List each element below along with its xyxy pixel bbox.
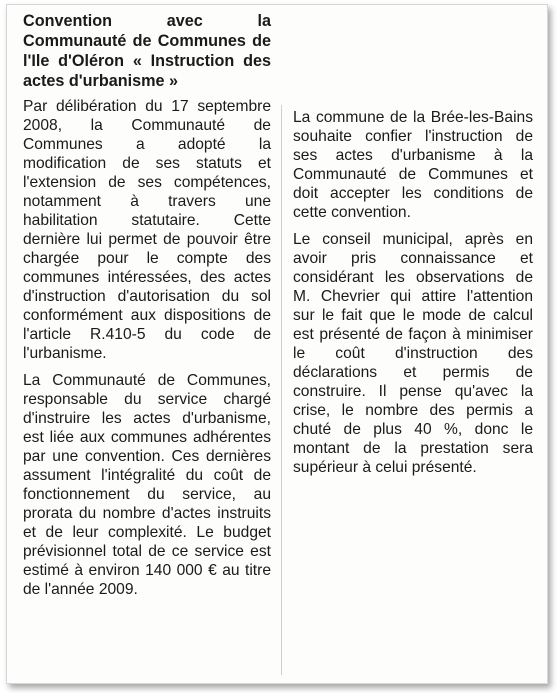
paragraph-service: La Communauté de Communes, responsable du service chargé d'instruire les actes d'urbanisme, est liée aux communes adhérentes par une convention. Ces dernières assument l'intégralité du coût de fonctionnement du service, au prorata du nombre d'actes instruits et de leur complexité. Le budget prévisionnel total de ce service est estimé à environ 140 000 € au titre de l'année 2009. bbox=[23, 372, 271, 598]
paragraph-conseil: Le conseil municipal, après en avoir pris connaissance et considérant les observations de M. Chevrier qui attire l'attention sur le fait que le mode de calcul est présenté de façon à minimiser le coût d'instruction des déclarations et permis de construire. Il pense qu'avec la crise, le nombre des permis a chuté de plus 40 %, donc le montant de la prestation sera supérieur à celui présenté. bbox=[293, 231, 533, 476]
left-column bbox=[23, 11, 271, 599]
paragraph-deliberation: Par délibération du 17 septembre 2008, la Communauté de Communes a adopté la modification de ses statuts et l'extension de ses compétences, notamment à travers une habilitation statutaire. Cette dernière lui permet de pouvoir être chargée pour le compte des communes intéressées, des actes d'instruction d'autorisation du sol conformément aux dispositions de l'article R.410-5 du code de l'urbanisme. bbox=[23, 98, 271, 362]
column-divider bbox=[281, 105, 282, 675]
right-column bbox=[293, 108, 533, 477]
newspaper-clipping bbox=[6, 4, 548, 684]
paragraph-commune: La commune de la Brée-les-Bains souhaite confier l'instruction de ses actes d'urbanisme à la Communauté de Communes et doit accepter les conditions de cette convention. bbox=[293, 109, 533, 221]
article-headline: Convention avec la Communauté de Communes de l'Ile d'Oléron « Instruction des actes d'urbanisme » bbox=[23, 12, 271, 90]
